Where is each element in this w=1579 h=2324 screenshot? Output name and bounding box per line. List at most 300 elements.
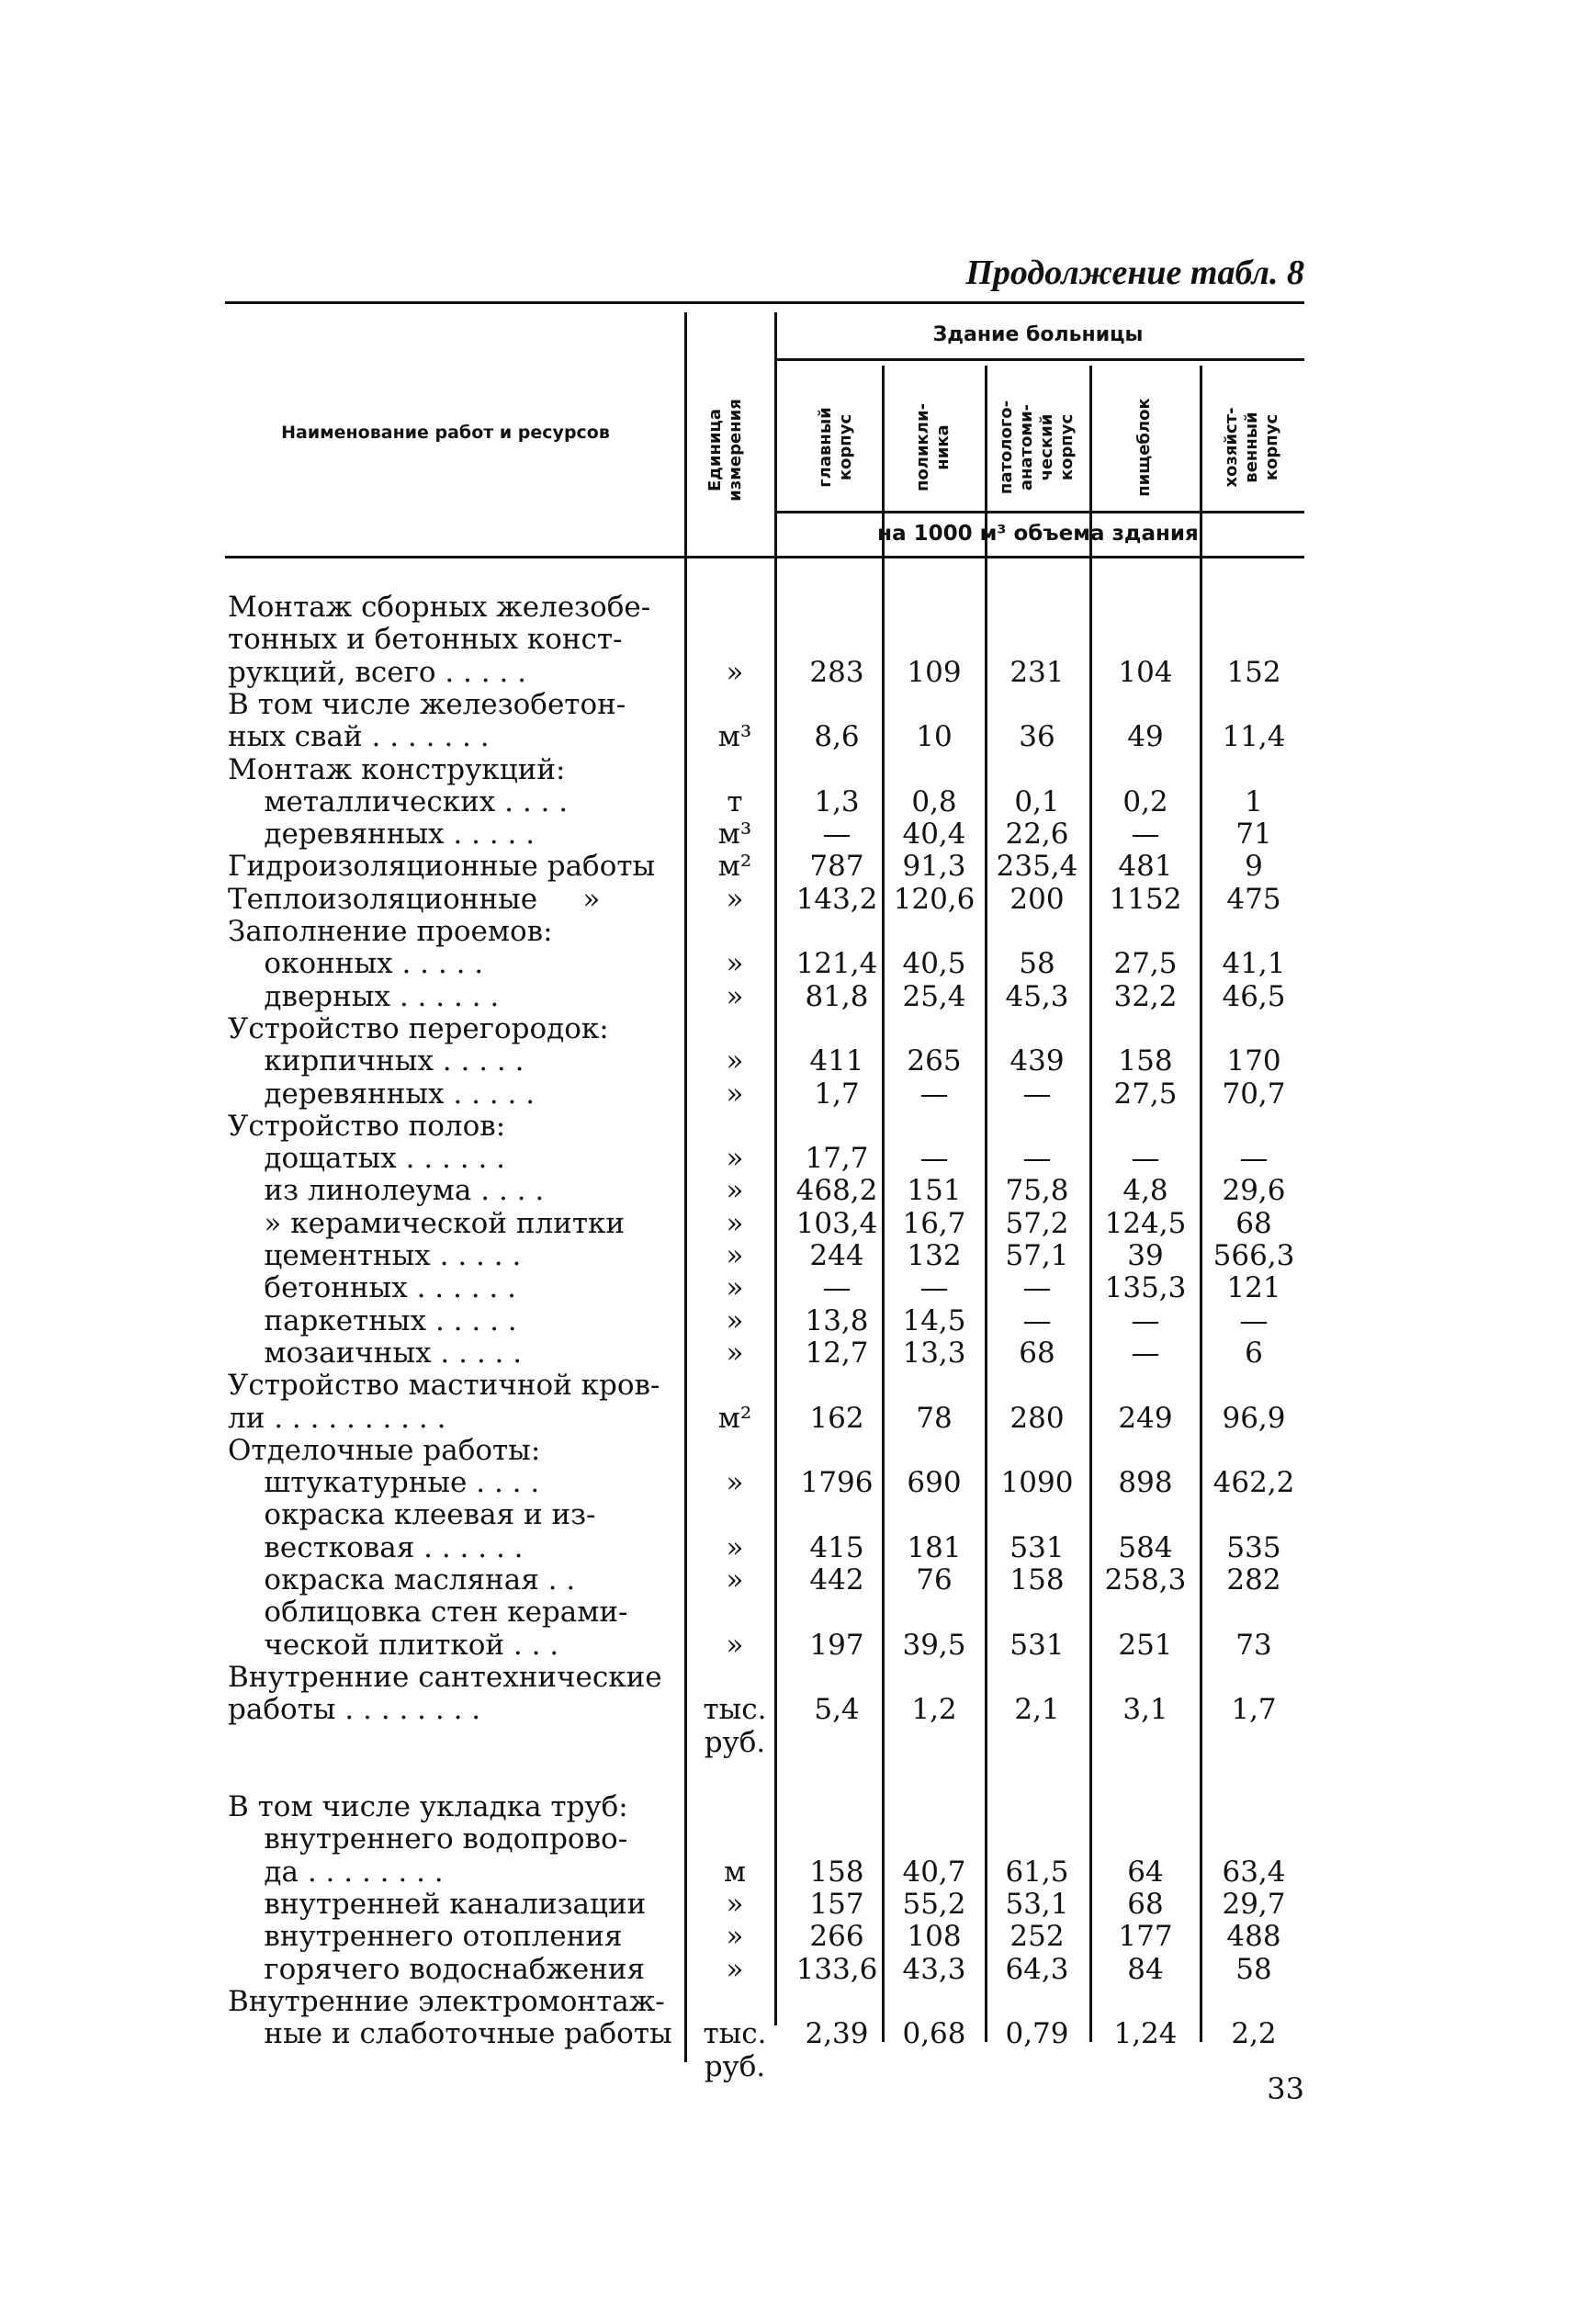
table-row [0, 1434, 1579, 1467]
row-unit: » [726, 1044, 744, 1078]
row-label: дощатых . . . . . . [228, 1142, 506, 1176]
row-value: 29,6 [1222, 1174, 1286, 1208]
row-value: — [1131, 818, 1160, 852]
row-value: 162 [809, 1401, 864, 1435]
row-value [987, 915, 1088, 948]
table-row [0, 2050, 1579, 2083]
row-value [783, 1369, 891, 1402]
row-value: 120,6 [893, 882, 976, 916]
row-label: горячего водоснабжения [228, 1952, 646, 1986]
row-unit: » [726, 1466, 744, 1500]
row-value [783, 1434, 891, 1467]
row-value [1203, 1822, 1304, 1856]
row-label [228, 1726, 678, 1759]
row-value: 57,1 [1005, 1239, 1069, 1272]
header-group: Здание больницы [932, 323, 1144, 346]
table-caption: Продолжение табл. 8 [965, 254, 1304, 292]
row-label: внутреннего отопления [228, 1920, 623, 1954]
row-value [1203, 623, 1304, 656]
table-row [0, 1790, 1579, 1823]
row-value: 11,4 [1222, 720, 1286, 754]
row-value: 0,68 [902, 2017, 966, 2051]
row-value: 103,4 [795, 1206, 878, 1240]
row-value: 1,2 [911, 1693, 957, 1727]
row-unit: » [726, 1888, 744, 1921]
row-value: 135,3 [1104, 1271, 1187, 1305]
table-row [0, 1629, 1579, 1662]
row-value: 109 [907, 655, 962, 689]
row-value: 197 [809, 1628, 864, 1662]
row-value: 40,5 [902, 947, 966, 981]
row-value: 5,4 [814, 1693, 860, 1727]
row-value: 266 [809, 1920, 864, 1954]
table-row [0, 1953, 1579, 1986]
row-value [783, 1661, 891, 1694]
row-value [1203, 1758, 1304, 1791]
row-unit: » [726, 1628, 744, 1662]
row-value: 1 [1245, 784, 1263, 818]
row-label: окраска масляная . . [228, 1563, 576, 1596]
row-value: 84 [1127, 1952, 1164, 1986]
row-value [1091, 2050, 1200, 2083]
header-unit-column: Единица измерения [705, 399, 745, 502]
row-value [1091, 1985, 1200, 2018]
row-value: 68 [1127, 1888, 1164, 1921]
row-unit: » [726, 882, 744, 916]
table-row [0, 1856, 1579, 1889]
table-row [0, 850, 1579, 883]
row-value: 1,3 [814, 784, 860, 818]
row-value [987, 688, 1088, 721]
row-value: 151 [907, 1174, 962, 1208]
row-value: 36 [1019, 720, 1055, 754]
row-value: 43,3 [902, 1952, 966, 1986]
row-value: 0,8 [911, 784, 957, 818]
row-label: » керамической плитки [228, 1206, 626, 1240]
row-value: 258,3 [1104, 1563, 1187, 1596]
row-value [1091, 1790, 1200, 1823]
row-unit: » [726, 1271, 744, 1305]
table-row [0, 980, 1579, 1013]
row-value: 27,5 [1113, 1077, 1178, 1111]
row-value [1203, 591, 1304, 624]
row-label: металлических . . . . [228, 784, 569, 818]
table-row [0, 1985, 1579, 2018]
row-value: 124,5 [1104, 1206, 1187, 1240]
row-value [884, 591, 985, 624]
row-value: — [822, 1271, 852, 1305]
row-unit: » [726, 947, 744, 981]
row-value [884, 1110, 985, 1143]
row-value [783, 623, 891, 656]
table-row [0, 1207, 1579, 1240]
row-value [987, 1369, 1088, 1402]
row-value [884, 1012, 985, 1045]
row-unit: м² [717, 1401, 752, 1435]
row-value: — [919, 1077, 949, 1111]
row-value [987, 1758, 1088, 1791]
row-unit [698, 1012, 772, 1045]
row-value: 10 [916, 720, 953, 754]
row-value: — [919, 1142, 949, 1176]
row-label: Теплоизоляционные » [228, 882, 601, 916]
row-label: внутреннего водопрово- [228, 1822, 628, 1856]
row-value [1203, 1726, 1304, 1759]
row-value: 787 [809, 850, 864, 884]
table-row [0, 1758, 1579, 1791]
row-value: 488 [1226, 1920, 1281, 1954]
table-row [0, 1239, 1579, 1272]
row-value [783, 1985, 891, 2018]
row-value: 9 [1245, 850, 1263, 884]
table-row [0, 1531, 1579, 1564]
page-number: 33 [1267, 2071, 1304, 2106]
table-row [0, 720, 1579, 753]
row-value [884, 1434, 985, 1467]
row-value: 16,7 [902, 1206, 966, 1240]
row-value: 14,5 [902, 1303, 966, 1337]
row-value: 158 [809, 1855, 864, 1889]
row-value: 63,4 [1222, 1855, 1286, 1889]
header-per-volume: на 1000 м³ объема здания [877, 522, 1199, 546]
row-value: 8,6 [814, 720, 860, 754]
row-unit: » [726, 1239, 744, 1272]
row-value [987, 1822, 1088, 1856]
row-unit: » [726, 1920, 744, 1954]
row-value [884, 1661, 985, 1694]
row-label: Монтаж конструкций: [228, 752, 566, 786]
row-value [783, 2050, 891, 2083]
row-unit: м³ [717, 818, 752, 852]
row-label: ные и слаботочные работы [228, 2017, 672, 2051]
row-unit [698, 753, 772, 786]
row-value [1091, 1012, 1200, 1045]
row-value [884, 1985, 985, 2018]
table-row [0, 1563, 1579, 1596]
row-value: 40,7 [902, 1855, 966, 1889]
row-value: 73 [1235, 1628, 1272, 1662]
row-value [884, 1369, 985, 1402]
row-value [1091, 1596, 1200, 1629]
row-value: 2,1 [1014, 1693, 1060, 1727]
row-value: 462,2 [1212, 1466, 1295, 1500]
row-value [987, 1790, 1088, 1823]
row-value: 898 [1118, 1466, 1173, 1500]
row-value [1203, 915, 1304, 948]
row-value: 1,7 [814, 1077, 860, 1111]
row-value: 45,3 [1005, 979, 1069, 1013]
table-row [0, 1596, 1579, 1629]
row-value: 249 [1118, 1401, 1173, 1435]
table-row [0, 1888, 1579, 1921]
row-value [1091, 1434, 1200, 1467]
row-value [987, 1012, 1088, 1045]
row-label: Заполнение проемов: [228, 915, 553, 948]
row-label: Устройство мастичной кров- [228, 1369, 660, 1403]
row-unit [698, 1369, 772, 1402]
row-unit: » [726, 1336, 744, 1370]
row-unit [698, 1110, 772, 1143]
row-unit: » [726, 1077, 744, 1111]
row-value: 244 [809, 1239, 864, 1272]
table-row [0, 688, 1579, 721]
row-unit: » [726, 1174, 744, 1208]
table-row [0, 1693, 1579, 1726]
row-value [1091, 1498, 1200, 1531]
row-value [783, 1758, 891, 1791]
row-value: 121,4 [795, 947, 878, 981]
row-value: 690 [907, 1466, 962, 1500]
row-unit: » [726, 655, 744, 689]
row-value [1203, 1498, 1304, 1531]
row-value: 25,4 [902, 979, 966, 1013]
row-unit [698, 1985, 772, 2018]
row-value: — [822, 818, 852, 852]
row-value [1091, 688, 1200, 721]
row-value: 108 [907, 1920, 962, 1954]
table-row [0, 656, 1579, 689]
row-value [1203, 688, 1304, 721]
row-value: 0,2 [1122, 784, 1168, 818]
row-label: Устройство перегородок: [228, 1011, 609, 1045]
row-value: 96,9 [1222, 1401, 1286, 1435]
row-value [1203, 1790, 1304, 1823]
row-value: 132 [907, 1239, 962, 1272]
row-value: 481 [1118, 850, 1173, 884]
row-label: ческой плиткой . . . [228, 1628, 559, 1662]
row-value: 415 [809, 1530, 864, 1564]
row-value: 411 [809, 1044, 864, 1078]
row-value: 4,8 [1122, 1174, 1168, 1208]
table-row [0, 591, 1579, 624]
row-value [987, 2050, 1088, 2083]
row-value: 17,7 [805, 1142, 869, 1176]
row-value: 75,8 [1005, 1174, 1069, 1208]
row-value: — [1239, 1142, 1269, 1176]
row-value: 49 [1127, 720, 1164, 754]
table-row [0, 1822, 1579, 1856]
table-row [0, 883, 1579, 916]
row-unit: м [723, 1855, 747, 1889]
row-label [228, 1758, 678, 1791]
row-value: 158 [1118, 1044, 1173, 1078]
row-unit: » [726, 1303, 744, 1337]
row-value [1091, 1110, 1200, 1143]
row-value: 71 [1235, 818, 1272, 852]
row-label: В том числе железобетон- [228, 687, 626, 721]
row-unit [698, 1596, 772, 1629]
row-label: деревянных . . . . . [228, 1077, 536, 1111]
row-value: 61,5 [1005, 1855, 1069, 1889]
row-label: Монтаж сборных железобе- [228, 591, 651, 624]
row-value [783, 1790, 891, 1823]
row-value [783, 1822, 891, 1856]
row-value [1091, 1758, 1200, 1791]
row-value: 13,3 [902, 1336, 966, 1370]
table-row [0, 1142, 1579, 1175]
row-value [1091, 623, 1200, 656]
row-value [1203, 1369, 1304, 1402]
row-value: 29,7 [1222, 1888, 1286, 1921]
row-value [1091, 591, 1200, 624]
row-value: 283 [809, 655, 864, 689]
row-value: 121 [1226, 1271, 1281, 1305]
table-row [0, 2017, 1579, 2050]
row-label: дверных . . . . . . [228, 979, 500, 1013]
table-row [0, 1044, 1579, 1077]
row-value: 91,3 [902, 850, 966, 884]
row-value: 41,1 [1222, 947, 1286, 981]
header-col-pathology: патолого- анатоми- ческий корпус [997, 400, 1077, 495]
row-value: 1796 [800, 1466, 874, 1500]
row-label: внутренней канализации [228, 1888, 647, 1921]
row-value: 27,5 [1113, 947, 1178, 981]
row-unit: » [726, 1206, 744, 1240]
table-row [0, 1402, 1579, 1435]
row-label: да . . . . . . . . [228, 1855, 444, 1889]
table-row [0, 1726, 1579, 1759]
row-value: 57,2 [1005, 1206, 1069, 1240]
row-value: 200 [1009, 882, 1065, 916]
row-value: 265 [907, 1044, 962, 1078]
row-value [884, 1790, 985, 1823]
table-row [0, 1110, 1579, 1143]
row-value: 231 [1009, 655, 1065, 689]
row-value: — [1022, 1303, 1052, 1337]
row-value [1203, 1012, 1304, 1045]
row-value: — [919, 1271, 949, 1305]
header-col-utility: хозяйст- венный корпус [1222, 407, 1281, 488]
row-value: 158 [1009, 1563, 1065, 1596]
row-label: вестковая . . . . . . [228, 1530, 524, 1564]
row-value [987, 1596, 1088, 1629]
row-value: — [1131, 1142, 1160, 1176]
row-value: 252 [1009, 1920, 1065, 1954]
row-value: 133,6 [795, 1952, 878, 1986]
row-value [1203, 1661, 1304, 1694]
row-value: — [1022, 1077, 1052, 1111]
row-unit: » [726, 1563, 744, 1596]
row-value: 55,2 [902, 1888, 966, 1921]
row-value: 76 [916, 1563, 953, 1596]
row-value [884, 2050, 985, 2083]
row-value: 68 [1235, 1206, 1272, 1240]
row-value: 40,4 [902, 818, 966, 852]
row-value: — [1022, 1271, 1052, 1305]
row-value: 39,5 [902, 1628, 966, 1662]
row-value [884, 1758, 985, 1791]
row-label: Отделочные работы: [228, 1433, 541, 1467]
row-label: бетонных . . . . . . [228, 1271, 516, 1305]
row-value [987, 753, 1088, 786]
row-value [1091, 1726, 1200, 1759]
row-value [884, 1596, 985, 1629]
row-value: 235,4 [996, 850, 1078, 884]
row-value: 584 [1118, 1530, 1173, 1564]
table-row [0, 1337, 1579, 1370]
row-value: 58 [1019, 947, 1055, 981]
row-value: 177 [1118, 1920, 1173, 1954]
table-row [0, 1920, 1579, 1953]
table-row [0, 1369, 1579, 1402]
row-unit: т [727, 784, 743, 818]
row-value: 78 [916, 1401, 953, 1435]
row-value [783, 1726, 891, 1759]
row-value: 468,2 [795, 1174, 878, 1208]
row-label [228, 2050, 678, 2083]
row-value: 81,8 [805, 979, 869, 1013]
row-value: 12,7 [805, 1336, 869, 1370]
row-label: деревянных . . . . . [228, 818, 536, 852]
table-row [0, 915, 1579, 948]
row-label: окраска клеевая и из- [228, 1498, 596, 1532]
row-label: цементных . . . . . [228, 1239, 522, 1272]
row-value [1203, 1434, 1304, 1467]
row-value: 2,39 [805, 2017, 869, 2051]
row-value: 531 [1009, 1530, 1065, 1564]
row-value [1091, 753, 1200, 786]
row-value: 68 [1019, 1336, 1055, 1370]
row-label: паркетных . . . . . [228, 1303, 517, 1337]
table-top-rule [225, 301, 1304, 304]
row-value: 0,79 [1005, 2017, 1069, 2051]
row-label: ли . . . . . . . . . . [228, 1401, 446, 1435]
row-value [1091, 1369, 1200, 1402]
row-unit: тыс. [703, 1693, 767, 1727]
row-value: 280 [1009, 1401, 1065, 1435]
row-unit: м³ [717, 720, 752, 754]
row-label: тонных и бетонных конст- [228, 623, 623, 657]
row-unit: » [726, 1530, 744, 1564]
table-row [0, 1498, 1579, 1531]
row-value: 3,1 [1122, 1693, 1168, 1727]
row-value: 104 [1118, 655, 1173, 689]
row-value [1203, 1985, 1304, 2018]
row-unit: тыс. [703, 2017, 767, 2051]
row-value: 39 [1127, 1239, 1164, 1272]
row-value: 0,1 [1014, 784, 1060, 818]
row-value: 152 [1226, 655, 1281, 689]
row-unit: » [726, 979, 744, 1013]
row-value [987, 1110, 1088, 1143]
row-label: мозаичных . . . . . [228, 1336, 523, 1370]
row-value: 1,24 [1113, 2017, 1178, 2051]
row-value: 157 [809, 1888, 864, 1921]
row-unit [698, 591, 772, 624]
row-label: кирпичных . . . . . [228, 1044, 524, 1078]
table-row [0, 1174, 1579, 1207]
row-unit [698, 1434, 772, 1467]
row-value [987, 1661, 1088, 1694]
row-label: В том числе укладка труб: [228, 1790, 628, 1824]
row-value [884, 688, 985, 721]
row-unit [698, 915, 772, 948]
table-row [0, 947, 1579, 980]
row-value: 282 [1226, 1563, 1281, 1596]
row-value: — [1239, 1303, 1269, 1337]
row-value [783, 1596, 891, 1629]
header-bottom-rule [225, 556, 1304, 558]
row-value [884, 623, 985, 656]
header-name-column: Наименование работ и ресурсов [281, 423, 610, 443]
row-value [1091, 1661, 1200, 1694]
row-value [987, 1498, 1088, 1531]
table-row [0, 1304, 1579, 1337]
header-col-main-building: главный корпус [816, 407, 855, 488]
row-label: облицовка стен керами- [228, 1596, 628, 1630]
row-value: 143,2 [795, 882, 878, 916]
row-value: 566,3 [1212, 1239, 1295, 1272]
